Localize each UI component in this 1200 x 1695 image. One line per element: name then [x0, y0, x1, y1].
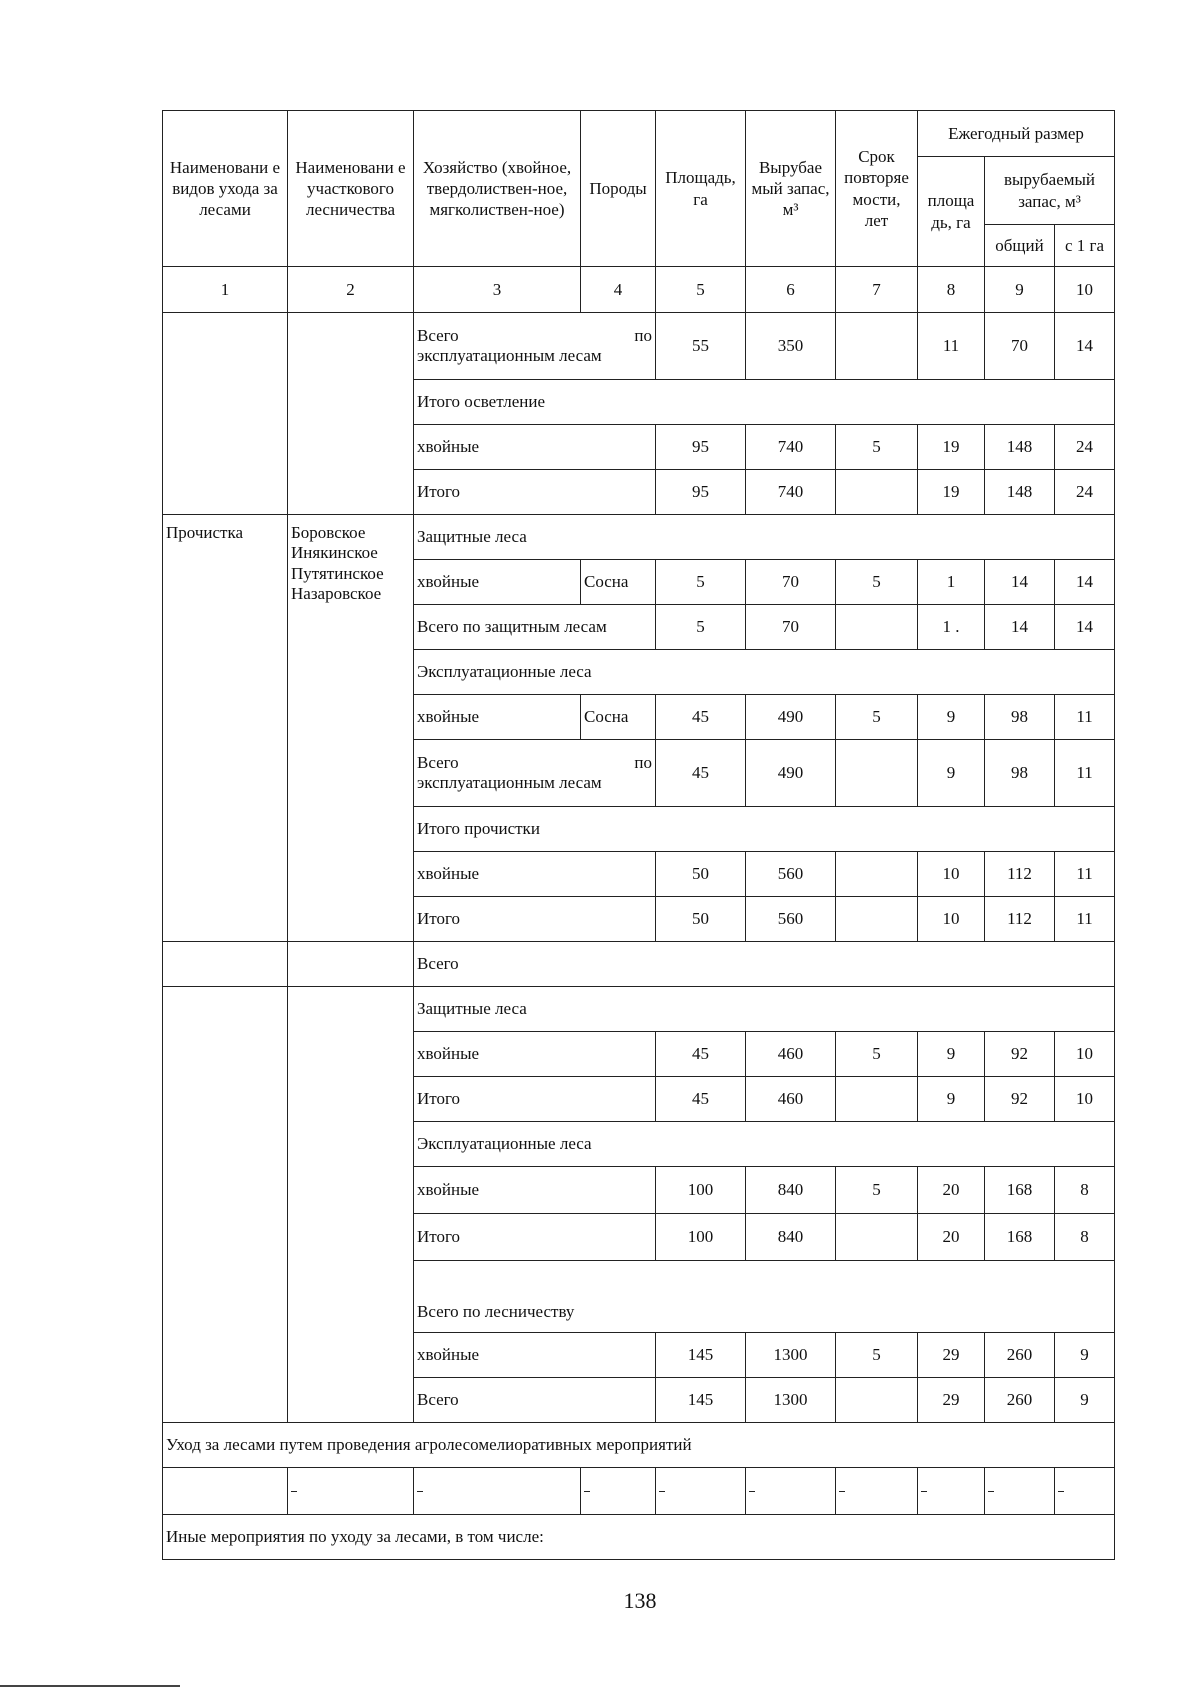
- cell-stock: 1300: [746, 1333, 836, 1378]
- page-number: 138: [623, 1588, 657, 1613]
- row-label-part: по: [634, 752, 652, 772]
- row-label-part: по: [634, 325, 652, 345]
- cell-period: [836, 1077, 918, 1122]
- cell-annual-per-ha: 10: [1055, 1032, 1115, 1077]
- row-label: хвойные: [414, 1167, 656, 1214]
- cell-annual-area: 9: [918, 740, 985, 807]
- section-label: Всего по лесничеству: [414, 1261, 1115, 1333]
- cell-annual-total: 98: [985, 740, 1055, 807]
- cell-area: 145: [656, 1333, 746, 1378]
- empty-cell: [163, 987, 288, 1423]
- cell-area: 100: [656, 1167, 746, 1214]
- cell-period: [836, 1378, 918, 1423]
- cell-stock: 840: [746, 1167, 836, 1214]
- row-label: Всего по защитным лесам: [414, 605, 656, 650]
- row-label: хвойные: [414, 695, 581, 740]
- cell-annual-area: 29: [918, 1378, 985, 1423]
- col-header-repeat-period: Срок повторяе мости, лет: [836, 111, 918, 267]
- dash-cell: [918, 1468, 985, 1515]
- cell-period: [836, 605, 918, 650]
- cell-annual-total: 168: [985, 1214, 1055, 1261]
- col-number: 4: [581, 267, 656, 313]
- col-header-breeds: Породы: [581, 111, 656, 267]
- care-type-cell: Прочистка: [163, 515, 288, 942]
- col-header-total: общий: [985, 225, 1055, 267]
- row-label-part: эксплуатационным лесам: [417, 773, 602, 792]
- row-label: хвойные: [414, 1032, 656, 1077]
- section-label: Уход за лесами путем проведения агролесомелиоративных мероприятий: [163, 1423, 1115, 1468]
- cell-period: [836, 470, 918, 515]
- table-body: [163, 313, 1115, 1560]
- cell-area: 95: [656, 470, 746, 515]
- section-label: Защитные леса: [414, 515, 1115, 560]
- dash-cell: [414, 1468, 581, 1515]
- cell-annual-total: 70: [985, 313, 1055, 380]
- cell-annual-per-ha: 11: [1055, 740, 1115, 807]
- col-number: 8: [918, 267, 985, 313]
- cell-annual-per-ha: 10: [1055, 1077, 1115, 1122]
- cell-annual-total: 168: [985, 1167, 1055, 1214]
- section-label: Всего: [414, 942, 1115, 987]
- col-number: 7: [836, 267, 918, 313]
- dash-mark: [659, 1491, 665, 1492]
- empty-cell: [163, 942, 288, 987]
- cell-area: 145: [656, 1378, 746, 1423]
- cell-area: 5: [656, 605, 746, 650]
- cell-annual-per-ha: 14: [1055, 605, 1115, 650]
- cell-stock: 70: [746, 560, 836, 605]
- col-number: 5: [656, 267, 746, 313]
- section-label: Итого осветление: [414, 380, 1115, 425]
- cell-annual-per-ha: 9: [1055, 1333, 1115, 1378]
- cell-annual-total: 148: [985, 425, 1055, 470]
- forestry-name: Назаровское: [291, 584, 382, 604]
- cell-stock: 840: [746, 1214, 836, 1261]
- cell-annual-per-ha: 14: [1055, 560, 1115, 605]
- table-row: [163, 1515, 1115, 1560]
- dash-mark: [749, 1491, 755, 1492]
- cell-breed: Сосна: [581, 560, 656, 605]
- row-label: хвойные: [414, 852, 656, 897]
- col-header-area: Площадь, га: [656, 111, 746, 267]
- cell-annual-area: 9: [918, 1032, 985, 1077]
- col-header-annual-stock: вырубаемый запас, м³: [985, 157, 1115, 225]
- cell-stock: 740: [746, 425, 836, 470]
- col-header-care-type: Наименовани е видов ухода за лесами: [163, 111, 288, 267]
- row-label-part: Всего: [417, 325, 459, 345]
- row-label: [414, 313, 656, 380]
- cell-annual-total: 148: [985, 470, 1055, 515]
- cell-annual-total: 260: [985, 1378, 1055, 1423]
- section-label: Иные мероприятия по уходу за лесами, в том числе:: [163, 1515, 1115, 1560]
- cell-period: 5: [836, 1032, 918, 1077]
- col-header-per-ha: с 1 га: [1055, 225, 1115, 267]
- table-row: [163, 313, 1115, 380]
- scan-edge-line: [0, 1685, 180, 1687]
- row-label: Итого: [414, 897, 656, 942]
- cell-stock: 740: [746, 470, 836, 515]
- col-number: 10: [1055, 267, 1115, 313]
- forestry-name: Инякинское: [291, 543, 378, 563]
- table-row: [163, 942, 1115, 987]
- col-number: 9: [985, 267, 1055, 313]
- dash-mark: [921, 1491, 927, 1492]
- dash-mark: [417, 1491, 423, 1492]
- cell-period: [836, 852, 918, 897]
- col-number: 1: [163, 267, 288, 313]
- dash-cell: [746, 1468, 836, 1515]
- row-label: хвойные: [414, 560, 581, 605]
- row-label: Итого: [414, 1077, 656, 1122]
- col-header-cut-stock: Вырубае мый запас, м³: [746, 111, 836, 267]
- dash-mark: [839, 1491, 845, 1492]
- col-header-forestry: Наименовани е участкового лесничества: [288, 111, 414, 267]
- table-header: [163, 111, 1115, 313]
- cell-area: 50: [656, 897, 746, 942]
- table-row: [163, 1423, 1115, 1468]
- cell-period: 5: [836, 560, 918, 605]
- cell-annual-total: 112: [985, 852, 1055, 897]
- cell-annual-area: 11: [918, 313, 985, 380]
- col-number: 3: [414, 267, 581, 313]
- cell-period: 5: [836, 425, 918, 470]
- dash-cell: [288, 1468, 414, 1515]
- forestry-name: Путятинское: [291, 563, 384, 583]
- cell-area: 55: [656, 313, 746, 380]
- cell-period: 5: [836, 1333, 918, 1378]
- cell-period: [836, 897, 918, 942]
- cell-annual-area: 10: [918, 852, 985, 897]
- cell-breed: Сосна: [581, 695, 656, 740]
- forest-care-table: [162, 110, 1115, 1560]
- cell-area: 45: [656, 740, 746, 807]
- col-header-annual-area: площа дь, га: [918, 157, 985, 267]
- col-header-annual-size: Ежегодный размер: [918, 111, 1115, 157]
- row-label: хвойные: [414, 1333, 656, 1378]
- cell-annual-per-ha: 24: [1055, 425, 1115, 470]
- cell-annual-area: 29: [918, 1333, 985, 1378]
- cell-annual-per-ha: 11: [1055, 695, 1115, 740]
- cell-annual-area: 20: [918, 1167, 985, 1214]
- cell-area: 45: [656, 1077, 746, 1122]
- cell-annual-area: 9: [918, 1077, 985, 1122]
- cell-annual-per-ha: 11: [1055, 897, 1115, 942]
- empty-cell: [288, 987, 414, 1423]
- dash-cell: [1055, 1468, 1115, 1515]
- cell-stock: 490: [746, 740, 836, 807]
- forestry-names-cell: [288, 515, 414, 942]
- row-label: Итого: [414, 1214, 656, 1261]
- dash-mark: [1058, 1491, 1064, 1492]
- row-label-part: Всего: [417, 752, 459, 772]
- empty-cell: [163, 313, 288, 515]
- cell-annual-per-ha: 11: [1055, 852, 1115, 897]
- cell-annual-area: 10: [918, 897, 985, 942]
- cell-stock: 560: [746, 852, 836, 897]
- row-label: Итого: [414, 470, 656, 515]
- row-label: хвойные: [414, 425, 656, 470]
- cell-stock: 460: [746, 1077, 836, 1122]
- cell-annual-per-ha: 24: [1055, 470, 1115, 515]
- col-number: 2: [288, 267, 414, 313]
- cell-annual-per-ha: 8: [1055, 1214, 1115, 1261]
- cell-annual-per-ha: 14: [1055, 313, 1115, 380]
- section-label: Итого прочистки: [414, 807, 1115, 852]
- cell-stock: 460: [746, 1032, 836, 1077]
- section-label: Эксплуатационные леса: [414, 1122, 1115, 1167]
- cell-annual-area: 1: [918, 560, 985, 605]
- dash-mark: [291, 1491, 297, 1492]
- forestry-name: Боровское: [291, 523, 366, 542]
- cell-period: 5: [836, 695, 918, 740]
- cell-annual-per-ha: 8: [1055, 1167, 1115, 1214]
- column-numbers-row: [163, 267, 1115, 313]
- cell-period: [836, 313, 918, 380]
- cell-area: 5: [656, 560, 746, 605]
- cell-annual-total: 14: [985, 560, 1055, 605]
- cell-annual-area: 19: [918, 425, 985, 470]
- dash-cell: [836, 1468, 918, 1515]
- cell-period: [836, 1214, 918, 1261]
- table-row: [163, 1468, 1115, 1515]
- cell-annual-total: 260: [985, 1333, 1055, 1378]
- section-label: Эксплуатационные леса: [414, 650, 1115, 695]
- empty-cell: [288, 313, 414, 515]
- empty-cell: [163, 1468, 288, 1515]
- cell-area: 100: [656, 1214, 746, 1261]
- cell-annual-area: 20: [918, 1214, 985, 1261]
- cell-stock: 1300: [746, 1378, 836, 1423]
- cell-annual-total: 92: [985, 1032, 1055, 1077]
- row-label-part: эксплуатационным лесам: [417, 346, 602, 365]
- cell-period: [836, 740, 918, 807]
- cell-annual-total: 112: [985, 897, 1055, 942]
- table-row: [163, 987, 1115, 1032]
- cell-area: 45: [656, 695, 746, 740]
- col-header-economy: Хозяйство (хвойное, твердолиствен-ное, мягколиствен-ное): [414, 111, 581, 267]
- dash-mark: [584, 1491, 590, 1492]
- cell-stock: 70: [746, 605, 836, 650]
- cell-annual-total: 98: [985, 695, 1055, 740]
- cell-stock: 490: [746, 695, 836, 740]
- dash-cell: [656, 1468, 746, 1515]
- cell-stock: 560: [746, 897, 836, 942]
- section-label: Защитные леса: [414, 987, 1115, 1032]
- row-label: Всего: [414, 1378, 656, 1423]
- cell-period: 5: [836, 1167, 918, 1214]
- row-label: [414, 740, 656, 807]
- cell-annual-area: 19: [918, 470, 985, 515]
- cell-annual-total: 14: [985, 605, 1055, 650]
- col-number: 6: [746, 267, 836, 313]
- dash-mark: [988, 1491, 994, 1492]
- cell-area: 95: [656, 425, 746, 470]
- dash-cell: [581, 1468, 656, 1515]
- dash-cell: [985, 1468, 1055, 1515]
- cell-annual-total: 92: [985, 1077, 1055, 1122]
- cell-annual-per-ha: 9: [1055, 1378, 1115, 1423]
- cell-area: 50: [656, 852, 746, 897]
- table-row: [163, 515, 1115, 560]
- cell-area: 45: [656, 1032, 746, 1077]
- empty-cell: [288, 942, 414, 987]
- cell-annual-area: 1 .: [918, 605, 985, 650]
- cell-annual-area: 9: [918, 695, 985, 740]
- cell-stock: 350: [746, 313, 836, 380]
